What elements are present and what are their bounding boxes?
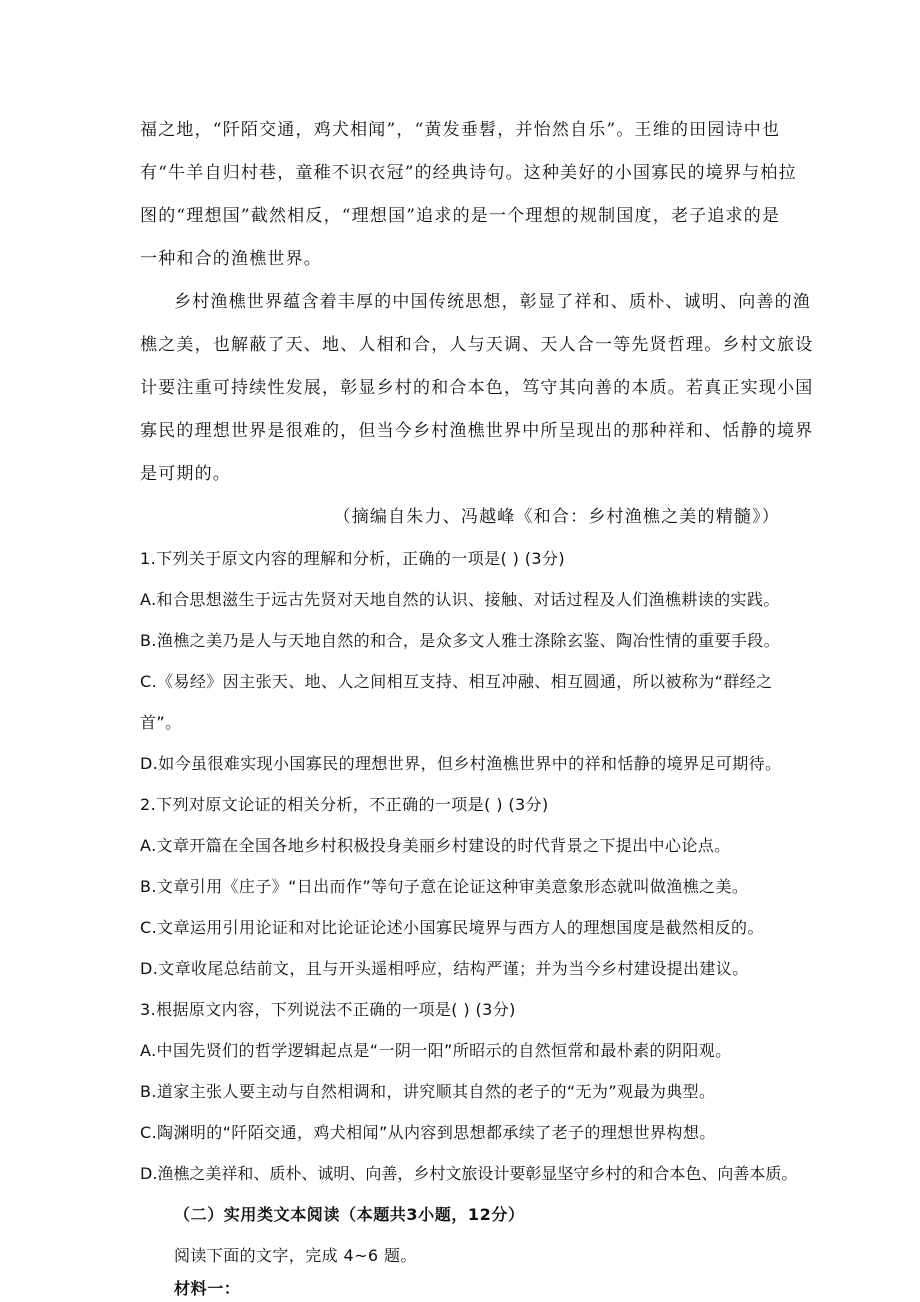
question-stem: 1.下列关于原文内容的理解和分析，正确的一项是( ) (3分) bbox=[140, 549, 565, 568]
section-heading: （二）实用类文本阅读（本题共3小题，12分） bbox=[174, 1205, 525, 1224]
question-option: D.渔樵之美祥和、质朴、诚明、向善，乡村文旅设计要彰显坚守乡村的和合本色、向善本质。 bbox=[140, 1164, 798, 1183]
question-option: C.《易经》因主张天、地、人之间相互支持、相互冲融、相互圆通，所以被称为“群经之 bbox=[140, 672, 773, 691]
passage-source: （摘编自朱力、冯越峰《和合：乡村渔樵之美的精髓》） bbox=[333, 507, 780, 527]
passage-line: 有“牛羊自归村巷，童稚不识衣冠”的经典诗句。这种美好的小国寡民的境界与柏拉 bbox=[140, 163, 797, 183]
question-option: D.文章收尾总结前文，且与开头遥相呼应，结构严谨；并为当今乡村建设提出建议。 bbox=[140, 959, 749, 978]
question-option: B.文章引用《庄子》“日出而作”等句子意在论证这种审美意象形态就叫做渔樵之美。 bbox=[140, 877, 749, 896]
material-label: 材料一： bbox=[174, 1279, 241, 1298]
question-option: 首”。 bbox=[140, 713, 182, 732]
question-option: C.陶渊明的“阡陌交通，鸡犬相闻”从内容到思想都承续了老子的理想世界构想。 bbox=[140, 1123, 716, 1142]
passage-line: 图的“理想国”截然相反，“理想国”追求的是一个理想的规制国度，老子追求的是 bbox=[140, 206, 781, 226]
passage-line: 是可期的。 bbox=[140, 464, 231, 484]
question-option: D.如今虽很难实现小国寡民的理想世界，但乡村渔樵世界中的祥和恬静的境界足可期待。 bbox=[140, 754, 782, 773]
question-option: A.中国先贤们的哲学逻辑起点是“一阴一阳”所昭示的自然恒常和最朴素的阴阳观。 bbox=[140, 1041, 732, 1060]
passage-line: 计要注重可持续性发展，彰显乡村的和合本色，笃守其向善的本质。若真正实现小国 bbox=[140, 378, 814, 398]
passage-line: 寡民的理想世界是很难的，但当今乡村渔樵世界中所呈现出的那种祥和、恬静的境界 bbox=[140, 421, 814, 441]
passage-line: 乡村渔樵世界蕴含着丰厚的中国传统思想，彰显了祥和、质朴、诚明、向善的渔 bbox=[174, 292, 811, 312]
question-option: B.道家主张人要主动与自然相调和，讲究顺其自然的老子的“无为”观最为典型。 bbox=[140, 1082, 716, 1101]
question-option: C.文章运用引用论证和对比论证论述小国寡民境界与西方人的理想国度是截然相反的。 bbox=[140, 918, 764, 937]
passage-line: 一种和合的渔樵世界。 bbox=[140, 249, 322, 269]
passage-line: 樵之美，也解蔽了天、地、人相和合，人与天调、天人合一等先贤哲理。乡村文旅设 bbox=[140, 335, 814, 355]
section-instruction: 阅读下面的文字，完成 4~6 题。 bbox=[174, 1246, 417, 1265]
question-stem: 3.根据原文内容，下列说法不正确的一项是( ) (3分) bbox=[140, 1000, 516, 1019]
question-option: A.文章开篇在全国各地乡村积极投身美丽乡村建设的时代背景之下提出中心论点。 bbox=[140, 836, 731, 855]
passage-line: 福之地，“阡陌交通，鸡犬相闻”，“黄发垂髫，并怡然自乐”。王维的田园诗中也 bbox=[140, 120, 781, 140]
question-option: A.和合思想滋生于远古先贤对天地自然的认识、接触、对话过程及人们渔樵耕读的实践。 bbox=[140, 590, 780, 609]
question-option: B.渔樵之美乃是人与天地自然的和合，是众多文人雅士涤除玄鉴、陶冶性情的重要手段。 bbox=[140, 631, 781, 650]
question-stem: 2.下列对原文论证的相关分析，不正确的一项是( ) (3分) bbox=[140, 795, 549, 814]
